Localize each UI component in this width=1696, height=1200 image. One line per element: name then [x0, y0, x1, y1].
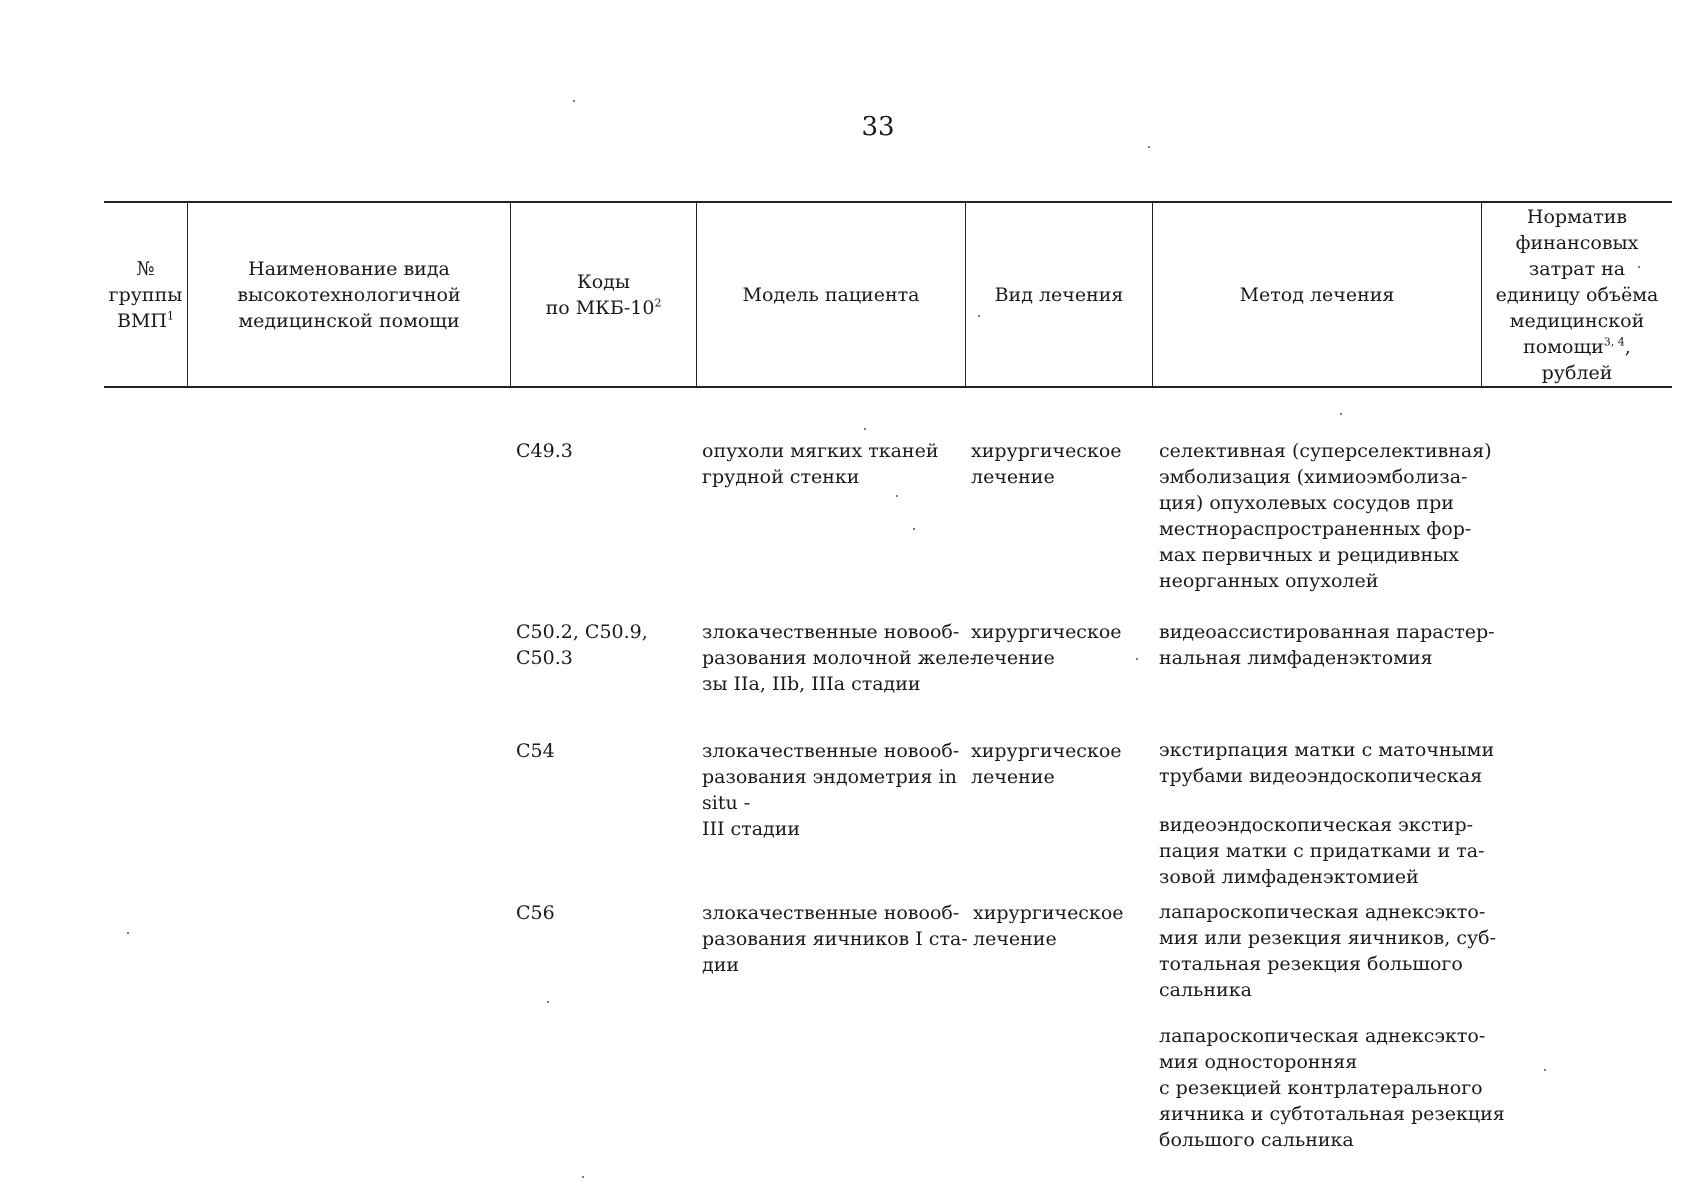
scan-speck: [547, 1001, 549, 1003]
scan-speck: [582, 1176, 584, 1178]
row-4-treatment-type: хирургическое лечение: [973, 902, 1124, 950]
scan-speck: [1544, 1069, 1546, 1071]
header-patient-model: Модель пациента: [742, 283, 920, 306]
row-3-patient-model: злокачественные новооб- разования эндометрия in situ - III стадии: [702, 740, 960, 840]
page-number: 33: [861, 112, 895, 142]
header-treatment-method: Метод лечения: [1239, 283, 1395, 306]
scan-speck: [1136, 658, 1138, 660]
row-1-patient-model: опухоли мягких тканей грудной стенки: [702, 440, 939, 488]
row-2-method: видеоассистированная парастер- нальная лимфаденэктомия: [1159, 621, 1495, 669]
scan-speck: [978, 315, 980, 317]
header-icd-codes: Коды по МКБ-$10^2$: [545, 270, 662, 319]
scan-speck: [864, 428, 866, 430]
table-header-bottom-rule: [104, 386, 1672, 388]
header-cost-standard: Норматив финансовых затрат на единицу объёма медицинской помощи$^{3, 4}$, рублей: [1495, 205, 1659, 384]
row-3-method-2: видеоэндоскопическая экстир- пация матки с придатками и та- зовой лимфаденэктомией: [1159, 814, 1485, 888]
row-4-patient-model: злокачественные новооб- разования яичников I ста- дии: [702, 902, 968, 976]
scan-speck: [1638, 266, 1640, 268]
row-2-patient-model: злокачественные новооб- разования молочной желе- зы IIa, IIb, IIIa стадии: [702, 621, 977, 695]
row-2-code: C50.2, C50.9, C50.3: [516, 621, 648, 669]
scan-speck: [913, 528, 915, 530]
row-2-treatment-type: хирургическое лечение: [971, 621, 1122, 669]
scan-speck: [573, 100, 575, 102]
scan-speck: [1148, 146, 1150, 148]
row-4-method-2: лапароскопическая аднексэкто- мия односторонняя с резекцией контрлатерального яичника и субтотальная резекция большого сальника: [1159, 1025, 1505, 1151]
row-4-code: C56: [516, 902, 555, 924]
row-1-code: C49.3: [516, 440, 573, 462]
row-1-method: селективная (суперселективная) эмболизация (химиоэмболиза- ция) опухолевых сосудов при местнораспространенных фор- мах первичных и рецидивных неорганных опухолей: [1159, 440, 1492, 592]
header-care-type: Наименование вида высокотехнологичной медицинской помощи: [237, 257, 461, 332]
scan-speck: [1340, 413, 1342, 415]
row-3-method-1: экстирпация матки с маточными трубами видеоэндоскопическая: [1159, 739, 1495, 787]
row-3-code: C54: [516, 740, 555, 762]
row-4-method-1: лапароскопическая аднексэкто- мия или резекция яичников, суб- тотальная резекция большого сальника: [1159, 901, 1497, 1001]
scan-speck: [896, 495, 898, 497]
scan-speck: [127, 932, 129, 934]
header-treatment-type: Вид лечения: [994, 283, 1124, 306]
row-3-treatment-type: хирургическое лечение: [971, 740, 1122, 788]
row-1-treatment-type: хирургическое лечение: [971, 440, 1122, 488]
header-group-number: № группы ВМП$^1$: [108, 257, 183, 332]
